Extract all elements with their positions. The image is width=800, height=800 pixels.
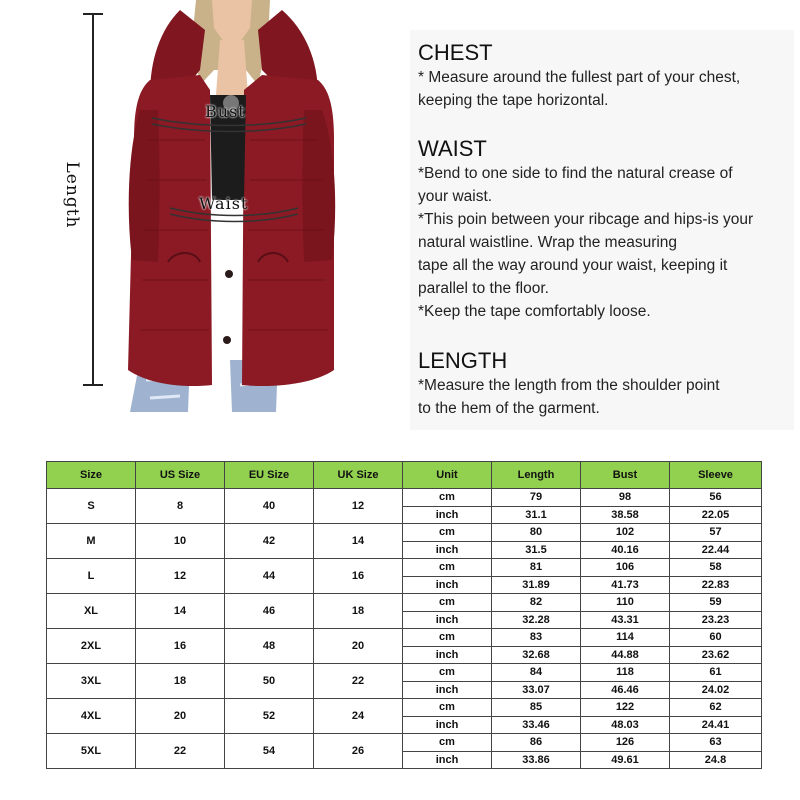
cell-us: 14 [136, 594, 225, 629]
cell-sleeve: 59 [670, 594, 762, 612]
table-row [47, 664, 762, 682]
cell-length: 86 [492, 734, 581, 752]
waist-line: your waist. [418, 188, 493, 205]
cell-length: 85 [492, 699, 581, 717]
waist-section [418, 136, 753, 323]
cell-length: 33.07 [492, 681, 581, 699]
cell-unit: cm [403, 629, 492, 647]
size-chart-table [46, 461, 762, 769]
cell-uk: 16 [314, 559, 403, 594]
cell-sleeve: 22.83 [670, 576, 762, 594]
cell-size: 4XL [47, 699, 136, 734]
table-row [47, 524, 762, 542]
cell-sleeve: 24.41 [670, 716, 762, 734]
cell-sleeve: 57 [670, 524, 762, 542]
cell-sleeve: 63 [670, 734, 762, 752]
cell-uk: 22 [314, 664, 403, 699]
table-header-row [47, 462, 762, 489]
chest-line: * Measure around the fullest part of your chest, [418, 69, 741, 86]
waist-line: *Keep the tape comfortably loose. [418, 303, 651, 320]
cell-bust: 106 [581, 559, 670, 577]
cell-length: 33.46 [492, 716, 581, 734]
length-section [418, 348, 720, 420]
cell-unit: inch [403, 716, 492, 734]
waist-line: parallel to the floor. [418, 280, 549, 297]
length-measure-bracket [83, 14, 103, 385]
cell-eu: 46 [225, 594, 314, 629]
cell-us: 22 [136, 734, 225, 769]
cell-length: 83 [492, 629, 581, 647]
length-line: *Measure the length from the shoulder point [418, 377, 720, 394]
cell-uk: 12 [314, 489, 403, 524]
cell-sleeve: 22.05 [670, 506, 762, 524]
cell-bust: 98 [581, 489, 670, 507]
cell-length: 79 [492, 489, 581, 507]
cell-bust: 44.88 [581, 646, 670, 664]
cell-length: 33.86 [492, 751, 581, 769]
cell-sleeve: 23.62 [670, 646, 762, 664]
cell-sleeve: 60 [670, 629, 762, 647]
waist-title: WAIST [418, 136, 487, 161]
cell-size: 3XL [47, 664, 136, 699]
cell-sleeve: 62 [670, 699, 762, 717]
cell-us: 10 [136, 524, 225, 559]
cell-eu: 48 [225, 629, 314, 664]
cell-us: 12 [136, 559, 225, 594]
cell-length: 80 [492, 524, 581, 542]
cell-bust: 38.58 [581, 506, 670, 524]
cell-bust: 114 [581, 629, 670, 647]
cell-bust: 43.31 [581, 611, 670, 629]
cell-size: M [47, 524, 136, 559]
cell-bust: 46.46 [581, 681, 670, 699]
waist-line: *Bend to one side to find the natural crease of [418, 165, 733, 182]
table-row [47, 629, 762, 647]
cell-uk: 14 [314, 524, 403, 559]
cell-bust: 118 [581, 664, 670, 682]
cell-unit: inch [403, 646, 492, 664]
cell-sleeve: 22.44 [670, 541, 762, 559]
cell-unit: inch [403, 541, 492, 559]
cell-unit: cm [403, 734, 492, 752]
header-eu-size: EU Size [225, 462, 314, 489]
header-size: Size [47, 462, 136, 489]
cell-bust: 40.16 [581, 541, 670, 559]
header-sleeve: Sleeve [670, 462, 762, 489]
cell-unit: inch [403, 611, 492, 629]
waist-line: *This poin between your ribcage and hips-is your [418, 211, 754, 228]
length-label: Length [62, 161, 82, 229]
cell-uk: 20 [314, 629, 403, 664]
cell-sleeve: 24.8 [670, 751, 762, 769]
cell-bust: 41.73 [581, 576, 670, 594]
cell-unit: cm [403, 664, 492, 682]
cell-sleeve: 56 [670, 489, 762, 507]
cell-bust: 48.03 [581, 716, 670, 734]
size-table-body [47, 489, 762, 769]
length-title: LENGTH [418, 348, 508, 373]
cell-uk: 18 [314, 594, 403, 629]
cell-unit: cm [403, 594, 492, 612]
header-us-size: US Size [136, 462, 225, 489]
cell-sleeve: 61 [670, 664, 762, 682]
cell-bust: 110 [581, 594, 670, 612]
header-length: Length [492, 462, 581, 489]
cell-unit: cm [403, 524, 492, 542]
cell-bust: 49.61 [581, 751, 670, 769]
bust-label: Bust [205, 102, 246, 121]
chest-title: CHEST [418, 40, 493, 65]
cell-sleeve: 24.02 [670, 681, 762, 699]
cell-eu: 54 [225, 734, 314, 769]
table-row [47, 594, 762, 612]
waist-label: Waist [199, 194, 249, 213]
cell-unit: inch [403, 576, 492, 594]
cell-size: L [47, 559, 136, 594]
cell-size: 5XL [47, 734, 136, 769]
cell-length: 31.1 [492, 506, 581, 524]
cell-unit: inch [403, 681, 492, 699]
cell-bust: 102 [581, 524, 670, 542]
cell-eu: 40 [225, 489, 314, 524]
chest-section [418, 40, 740, 112]
cell-eu: 44 [225, 559, 314, 594]
cell-us: 18 [136, 664, 225, 699]
cell-length: 31.5 [492, 541, 581, 559]
cell-length: 84 [492, 664, 581, 682]
cell-sleeve: 23.23 [670, 611, 762, 629]
cell-bust: 122 [581, 699, 670, 717]
neck [216, 40, 248, 95]
table-row [47, 559, 762, 577]
cell-unit: cm [403, 699, 492, 717]
cell-length: 31.89 [492, 576, 581, 594]
cell-length: 82 [492, 594, 581, 612]
cell-unit: cm [403, 559, 492, 577]
table-row [47, 489, 762, 507]
cell-uk: 24 [314, 699, 403, 734]
chest-line: keeping the tape horizontal. [418, 92, 609, 109]
waist-line: natural waistline. Wrap the measuring [418, 234, 678, 251]
table-row [47, 734, 762, 752]
cell-eu: 52 [225, 699, 314, 734]
cell-unit: cm [403, 489, 492, 507]
cell-eu: 50 [225, 664, 314, 699]
cell-size: XL [47, 594, 136, 629]
header-uk-size: UK Size [314, 462, 403, 489]
header-bust: Bust [581, 462, 670, 489]
cell-size: S [47, 489, 136, 524]
length-line: to the hem of the garment. [418, 400, 600, 417]
cell-unit: inch [403, 506, 492, 524]
cell-size: 2XL [47, 629, 136, 664]
cell-bust: 126 [581, 734, 670, 752]
waist-line: tape all the way around your waist, keeping it [418, 257, 728, 274]
cell-us: 16 [136, 629, 225, 664]
cell-unit: inch [403, 751, 492, 769]
cell-sleeve: 58 [670, 559, 762, 577]
cell-uk: 26 [314, 734, 403, 769]
cell-length: 32.28 [492, 611, 581, 629]
header-unit: Unit [403, 462, 492, 489]
table-row [47, 699, 762, 717]
cell-length: 81 [492, 559, 581, 577]
cell-eu: 42 [225, 524, 314, 559]
cell-length: 32.68 [492, 646, 581, 664]
cell-us: 8 [136, 489, 225, 524]
cell-us: 20 [136, 699, 225, 734]
